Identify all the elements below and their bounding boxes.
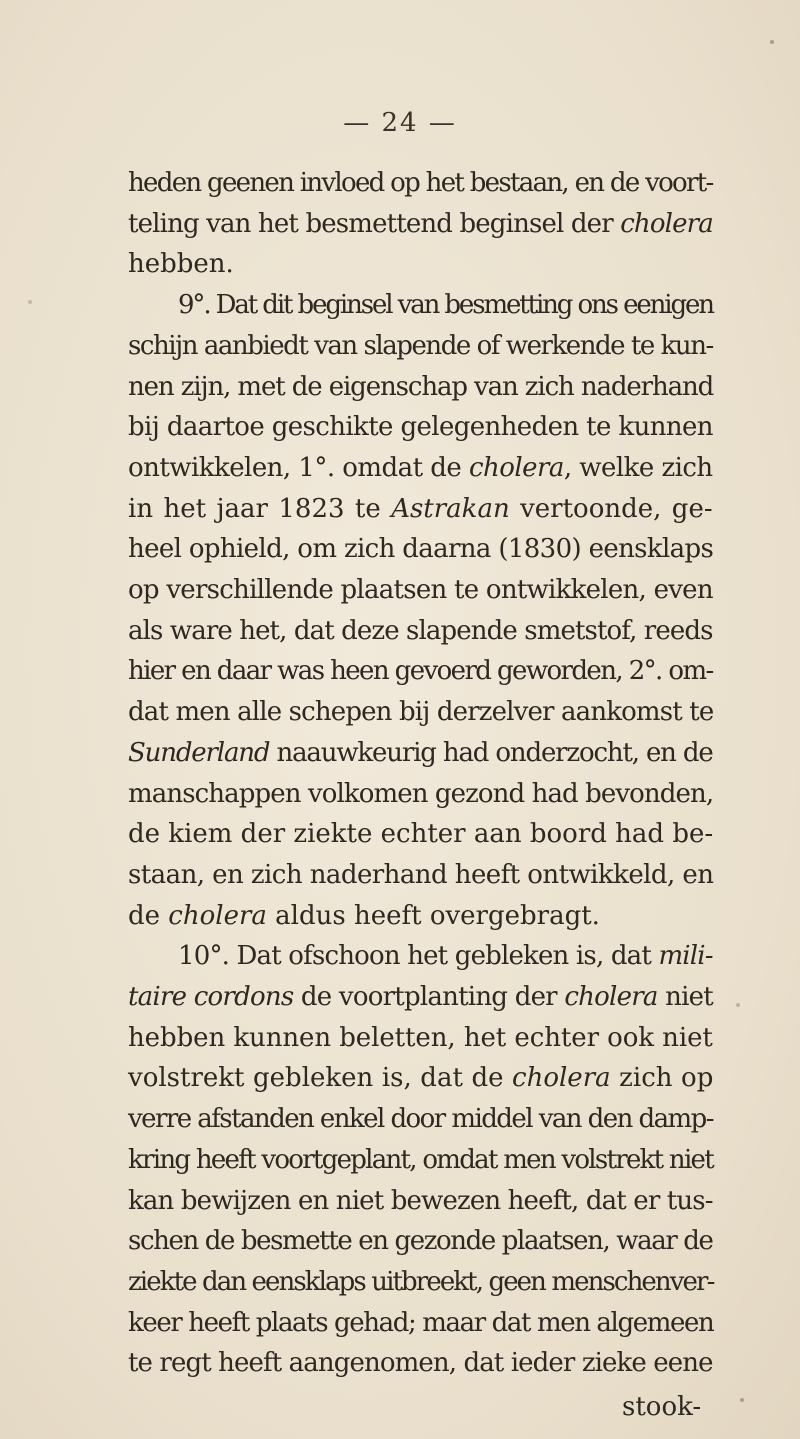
text-run: kring heeft voortgeplant, omdat men volstrekt niet	[128, 1144, 713, 1175]
text-line	[178, 285, 713, 325]
text-run: hebben.	[128, 249, 234, 280]
text-line	[128, 1343, 713, 1383]
text-run: aldus heeft overgebragt.	[266, 900, 600, 931]
text-run: heden geenen invloed op het bestaan, en de voort-	[128, 168, 713, 198]
text-line	[128, 570, 713, 610]
text-line	[128, 814, 713, 854]
text-line	[128, 1303, 713, 1343]
text-run: als ware het, dat deze slapende smetstof, reeds	[128, 615, 713, 646]
text-line	[128, 896, 600, 936]
text-run: staan, en zich naderhand heeft ontwikkeld, en	[128, 859, 714, 890]
text-line	[128, 448, 713, 488]
italic-text: mili-	[658, 941, 713, 972]
text-line	[128, 1058, 713, 1098]
italic-text: cholera	[620, 208, 713, 239]
text-run: schijn aanbiedt van slapende of werkende te kun-	[128, 330, 713, 361]
catchword: stook-	[622, 1392, 702, 1422]
text-run: de kiem der ziekte echter aan boord had be-	[128, 819, 714, 850]
text-run: heel ophield, om zich daarna (1830) eensklaps	[128, 534, 714, 565]
text-run: de voortplanting der	[293, 982, 565, 1012]
text-run: volstrekt gebleken is, dat de	[128, 1063, 513, 1094]
paper-speck	[736, 1003, 740, 1007]
text-line	[128, 611, 713, 651]
italic-text: cholera	[564, 982, 658, 1012]
text-run: hier en daar was heen gevoerd geworden, 2°. om-	[128, 656, 713, 687]
text-run: hebben kunnen beletten, het echter ook niet	[128, 1022, 713, 1053]
italic-text: cholera	[512, 1063, 611, 1094]
text-run: op verschillende plaatsen te ontwikkelen, even	[128, 575, 713, 605]
text-line	[128, 244, 234, 284]
text-line	[128, 651, 713, 691]
text-line	[128, 1140, 713, 1180]
text-run: zich op	[610, 1063, 714, 1094]
text-line	[128, 1262, 713, 1302]
text-line	[178, 936, 713, 976]
text-run: 10°. Dat ofschoon het gebleken is, dat	[178, 941, 659, 972]
text-line	[128, 489, 713, 529]
text-line	[128, 1221, 713, 1261]
text-run: dat men alle schepen bij derzelver aankomst te	[128, 697, 714, 728]
text-line	[128, 529, 713, 569]
text-line	[128, 774, 713, 814]
paper-speck	[28, 300, 32, 304]
text-run: schen de besmette en gezonde plaatsen, waar de	[128, 1226, 713, 1257]
italic-text: Sunderland	[128, 737, 270, 768]
text-line	[128, 855, 713, 895]
text-run: nen zijn, met de eigenschap van zich naderhand	[128, 371, 714, 402]
text-run: de	[128, 900, 169, 931]
paper-speck	[770, 40, 774, 44]
text-run: verre afstanden enkel door middel van den damp-	[128, 1104, 713, 1135]
text-run: teling van het besmettend beginsel der	[128, 208, 621, 239]
text-run: ontwikkelen, 1°. omdat de	[128, 452, 469, 483]
text-run: manschappen volkomen gezond had bevonden,	[128, 778, 714, 809]
text-run: kan bewijzen en niet bewezen heeft, dat er tus-	[128, 1185, 713, 1216]
text-line	[128, 367, 713, 407]
text-line	[128, 163, 713, 203]
page-number: — 24 —	[343, 108, 457, 138]
italic-text: cholera	[468, 452, 564, 483]
text-run: vertoonde, ge-	[509, 493, 713, 524]
paper-speck	[740, 1398, 744, 1402]
italic-text: taire cordons	[128, 982, 294, 1012]
text-run: keer heeft plaats gehad; maar dat men algemeen	[128, 1307, 714, 1338]
text-run: naauwkeurig had onderzocht, en de	[269, 737, 713, 768]
text-run: in het jaar 1823 te	[128, 493, 392, 524]
text-run: 9°. Dat dit beginsel van besmetting ons eenigen	[178, 290, 713, 321]
text-run: niet	[657, 982, 713, 1012]
italic-text: cholera	[168, 900, 267, 931]
text-run: bij daartoe geschikte gelegenheden te kunnen	[128, 412, 713, 443]
text-line	[128, 1181, 713, 1221]
text-run: , welke zich	[563, 452, 713, 483]
italic-text: Astrakan	[391, 493, 510, 524]
text-line	[128, 326, 713, 366]
text-line	[128, 692, 713, 732]
text-run: ziekte dan eensklaps uitbreekt, geen menschenver-	[128, 1266, 714, 1297]
text-line	[128, 1018, 713, 1058]
text-line	[128, 407, 713, 447]
text-run: te regt heeft aangenomen, dat ieder zieke eene	[128, 1348, 713, 1379]
text-line	[128, 733, 713, 773]
text-line	[128, 204, 713, 244]
text-line	[128, 977, 713, 1017]
text-line	[128, 1099, 713, 1139]
